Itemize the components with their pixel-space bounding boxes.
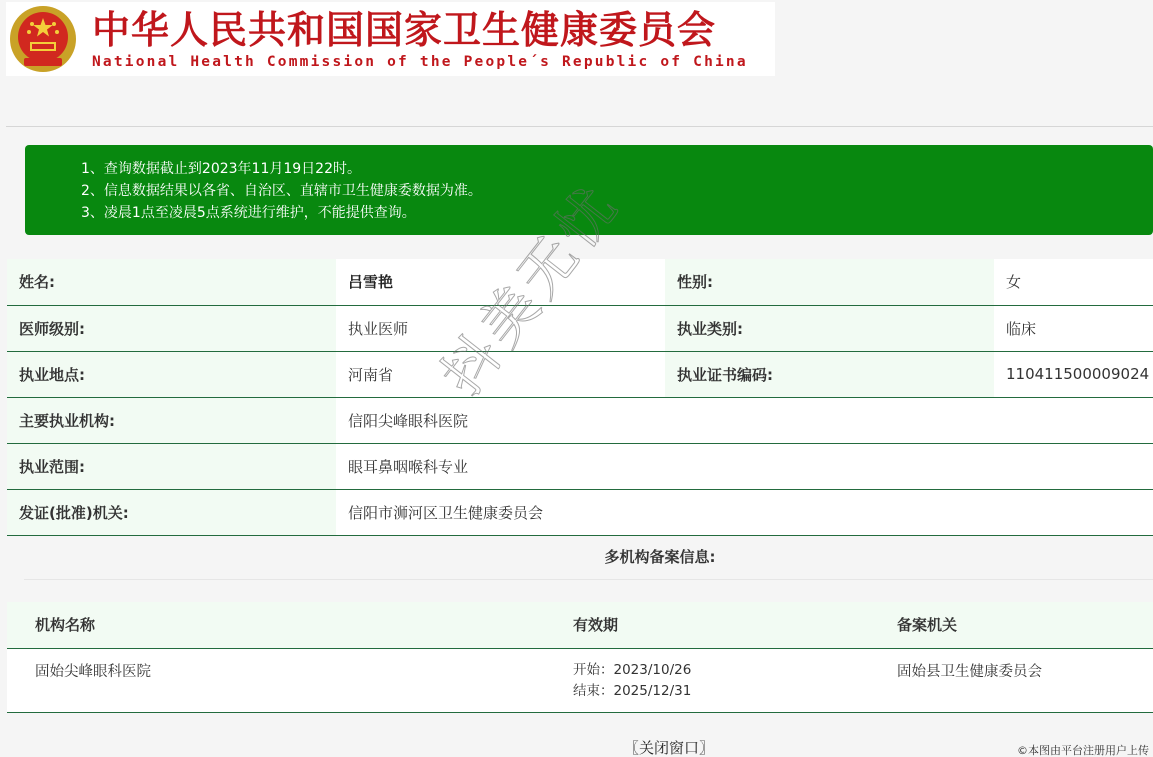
location-value: 河南省 [336,351,665,397]
table-row [7,489,1153,535]
notice-line: 3、凌晨1点至凌晨5点系统进行维护，不能提供查询。 [81,205,416,221]
validity-cell [573,648,897,712]
table-row [7,259,1153,305]
table-row [7,648,1153,712]
column-header-authority: 备案机关 [897,602,1153,648]
table-row [7,397,1153,443]
org-label: 主要执业机构: [7,397,336,443]
table-header-row [7,602,1153,648]
page-title: 中华人民共和国国家卫生健康委员会 [92,8,717,52]
issuer-label: 发证(批准)机关: [7,489,336,535]
org-value: 信阳尖峰眼科医院 [336,397,1153,443]
notice-line: 2、信息数据结果以各省、自治区、直辖市卫生健康委数据为准。 [81,183,482,199]
cert-value: 110411500009024 [994,351,1153,397]
column-header-validity: 有效期 [573,602,897,648]
header-banner [6,2,775,76]
multi-org-title: 多机构备案信息: [604,548,716,566]
page-title-english: National Health Commission of the People´s Republic of China [92,54,748,70]
name-label: 姓名: [7,259,336,305]
multi-org-table [7,602,1153,713]
authority-cell: 固始县卫生健康委员会 [897,648,1153,712]
scope-value: 眼耳鼻咽喉科专业 [336,443,1153,489]
doctor-info-table [7,259,1153,536]
scope-label: 执业范围: [7,443,336,489]
header-divider [6,126,1153,127]
issuer-value: 信阳市浉河区卫生健康委员会 [336,489,1153,535]
table-row [7,305,1153,351]
close-window-link[interactable]: 〖关闭窗口〗 [624,739,715,757]
gender-value: 女 [994,259,1153,305]
cert-label: 执业证书编码: [665,351,994,397]
type-label: 执业类别: [665,305,994,351]
name-value: 吕雪艳 [336,259,665,305]
location-label: 执业地点: [7,351,336,397]
table-row [7,443,1153,489]
validity-start: 开始：2023/10/26 [573,661,692,678]
column-header-org: 机构名称 [7,602,573,648]
org-name-cell: 固始尖峰眼科医院 [7,648,573,712]
table-row [7,351,1153,397]
upload-note: ©本图由平台注册用户上传 [1017,744,1149,757]
level-value: 执业医师 [336,305,665,351]
notice-line: 1、查询数据截止到2023年11月19日22时。 [81,161,361,177]
gender-label: 性别: [665,259,994,305]
notice-box [25,145,1153,235]
validity-end: 结束：2025/12/31 [573,682,692,699]
section-divider [24,579,1153,580]
type-value: 临床 [994,305,1153,351]
national-emblem-icon [8,4,78,74]
level-label: 医师级别: [7,305,336,351]
